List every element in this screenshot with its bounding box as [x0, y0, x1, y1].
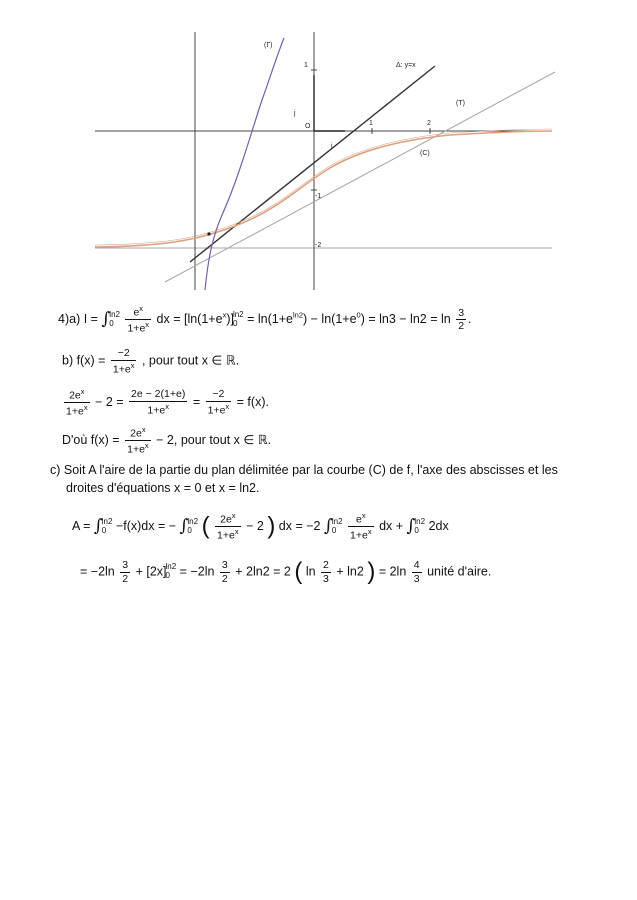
q4c-eq1-a: A =	[72, 518, 91, 533]
q4b-line3-prefix: D'où f(x) =	[62, 432, 120, 447]
q4c-eq2-a: = −2ln	[80, 564, 115, 579]
fraction-2e-b: $\frac{2e^x}{1+e^x}$	[127, 425, 149, 456]
paren-open: (	[201, 512, 210, 540]
bracket-limits: ln2 0	[165, 562, 177, 580]
curve-gamma	[205, 38, 284, 290]
label-gamma: (Γ)	[264, 42, 273, 49]
q4b-prefix: b) f(x) =	[62, 353, 106, 368]
q4a-rest: = ln(1+e	[247, 311, 293, 326]
intersection-point	[207, 232, 210, 235]
label-y1: 1	[304, 62, 308, 69]
q4c-eq2-h: unité d'aire.	[427, 564, 492, 579]
q4c-eq1-e: dx +	[379, 518, 404, 533]
fraction-e: $\frac{e^x}{1+e^x}$	[127, 304, 150, 335]
q4b-line3-suffix: − 2, pour tout x ∈ ℝ.	[156, 432, 272, 447]
integral-sign: ∫	[323, 516, 333, 536]
q4c-eq1	[72, 512, 449, 541]
q4a-line: 4)a) I = ∫ ln2 0 $\frac{e^x}{1+e^x}$ dx = $[\ln(1+e^x)]$ ln2 0 = $\ln(1+e^{ln2}) - \ln(1+e^0) = \ln 3 - \ln 2 = \ln$ $\frac{3}{2}$ .	[58, 304, 472, 335]
q4c-eq1-c: − 2	[246, 518, 264, 533]
fraction-e-c: $\frac{e^x}{1+e^x}$	[350, 511, 372, 542]
function-graph	[0, 0, 637, 300]
label-ym1: -1	[315, 193, 322, 200]
integral-limits: ln2 0	[101, 516, 113, 535]
integral-limits: ln2 0	[109, 309, 120, 328]
label-origin: O	[305, 123, 311, 130]
fraction-2e: $\frac{2e^x}{1+e^x}$	[66, 387, 88, 418]
tangent-T	[165, 72, 555, 282]
q4a-bracket-end: )]	[226, 311, 234, 326]
q4b-line3	[62, 426, 271, 455]
curve-C-shadow	[95, 129, 552, 245]
fraction-3-2-c: $\frac{3}{2}$	[221, 559, 228, 585]
label-x2: 2	[427, 120, 431, 127]
fraction-4-3: $\frac{4}{3}$	[413, 559, 420, 585]
integral-sign: ∫	[93, 516, 103, 536]
curve-C	[95, 131, 552, 247]
q4a-bracket: [ln(1+e	[183, 311, 223, 326]
fraction-combined: $\frac{2e - 2(1+e)}{1+e^x}$	[131, 388, 186, 417]
integral-sign: ∫	[179, 516, 189, 536]
paren-open: (	[294, 558, 303, 585]
q4c-eq2-e: ln	[305, 564, 316, 579]
label-j: j	[294, 110, 296, 117]
q4b-suffix: , pour tout x ∈ ℝ.	[141, 353, 240, 368]
q4b-suffix2: = f(x).	[236, 394, 269, 409]
q4c-eq2-g: = 2ln	[378, 564, 407, 579]
line-delta	[190, 66, 435, 262]
integral-sign: ∫	[406, 516, 416, 536]
fraction-3-2-b: $\frac{3}{2}$	[122, 559, 129, 585]
integral-limits: ln2 0	[187, 516, 199, 535]
label-ym2: -2	[315, 242, 322, 249]
q4c-eq1-f: 2dx	[428, 518, 449, 533]
bracket-limits: ln2 0	[232, 309, 244, 328]
q4b-mid: − 2 =	[95, 394, 124, 409]
q4b-eq: =	[192, 394, 201, 409]
q4b-line1	[62, 348, 239, 375]
paren-close: )	[267, 512, 276, 540]
integral-sign: ∫	[101, 309, 111, 329]
fraction-minus2: $\frac{-2}{1+e^x}$	[112, 347, 135, 375]
fraction-2-3: $\frac{2}{3}$	[323, 559, 329, 585]
q4c-eq2-b: + [2x]	[135, 564, 167, 579]
label-C: (C)	[420, 150, 430, 157]
fraction-minus2-b: $\frac{-2}{1+e^x}$	[207, 388, 230, 417]
q4c-eq2	[80, 560, 491, 584]
q4a-rest3: ) = ln3 − ln2 = ln	[360, 311, 451, 326]
q4c-eq1-b: −f(x)dx = −	[115, 518, 177, 533]
paren-close: )	[367, 558, 376, 585]
q4a-rest2: ) − ln(1+e	[303, 311, 357, 326]
label-i: i	[331, 143, 333, 150]
q4a-end: .	[468, 311, 472, 326]
q4c-text1: c) Soit A l'aire de la partie du plan délimitée par la courbe (C) de f, l'axe des abscisses et les	[50, 463, 558, 477]
q4c-text2: droites d'équations x = 0 et x = ln2.	[66, 481, 260, 495]
integral-limits: ln2 0	[331, 516, 343, 535]
q4c-eq1-d: dx = −2	[278, 518, 321, 533]
label-x1: 1	[369, 120, 373, 127]
label-delta: Δ: y=x	[396, 62, 416, 69]
fraction-2e-c: $\frac{2e^x}{1+e^x}$	[217, 511, 239, 542]
integral-limits: ln2 0	[414, 516, 426, 535]
q4c-eq2-d: + 2ln2 = 2	[235, 564, 291, 579]
q4b-line2	[62, 388, 269, 417]
label-T: (T)	[456, 100, 465, 107]
q4c-eq2-c: = −2ln	[179, 564, 215, 579]
fraction-3-2: $\frac{3}{2}$	[458, 306, 465, 332]
q4a-dx: dx =	[156, 311, 181, 326]
q4c-eq2-f: + ln2	[336, 564, 364, 579]
q4a-prefix: 4)a) I =	[58, 311, 98, 326]
